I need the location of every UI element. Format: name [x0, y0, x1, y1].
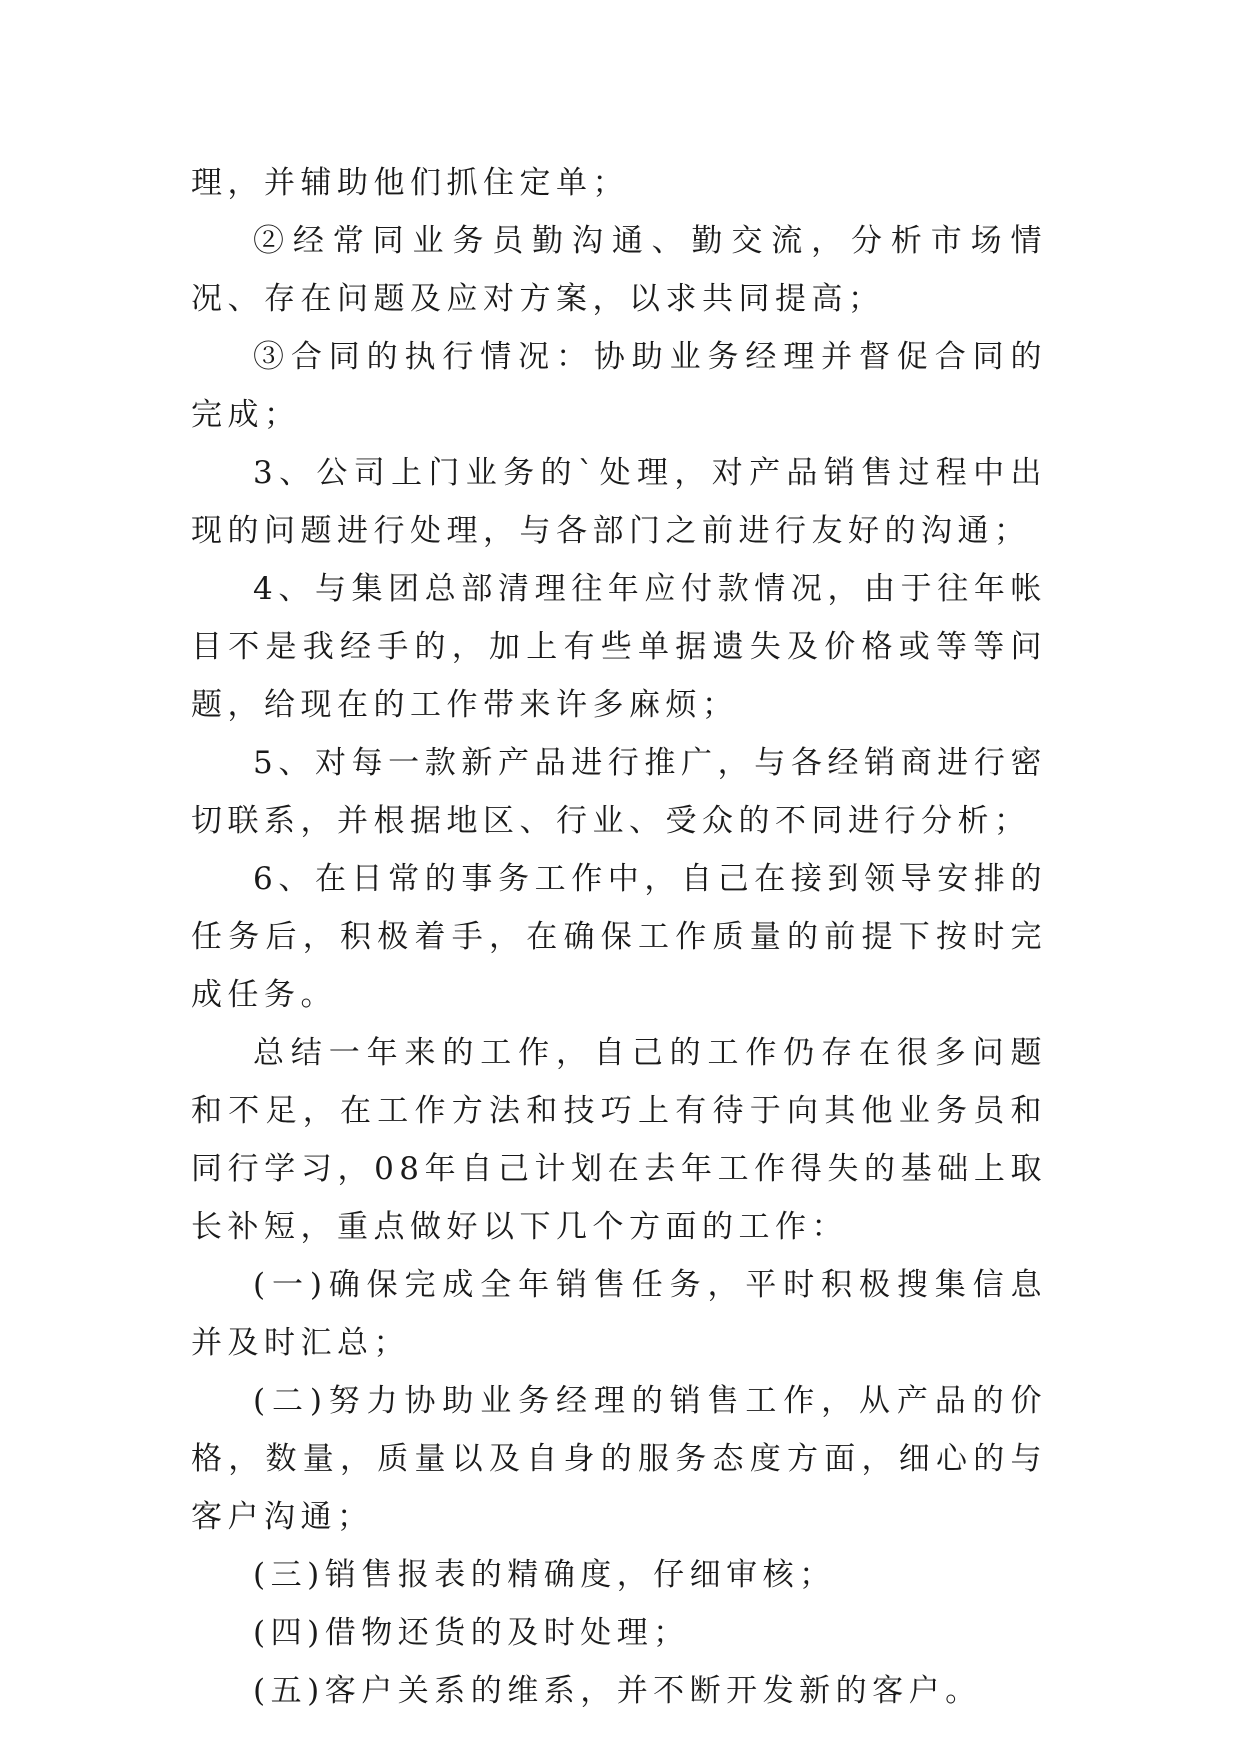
paragraph-point-3: 3、公司上门业务的`处理，对产品销售过程中出现的问题进行处理，与各部门之前进行友好的沟通； — [191, 455, 1047, 549]
paragraph-summary: 总结一年来的工作，自己的工作仍存在很多问题和不足，在工作方法和技巧上有待于向其他业务员和同行学习，08年自己计划在去年工作得失的基础上取长补短，重点做好以下几个方面的工作： — [191, 1035, 1047, 1245]
paragraph-point-5: 5、对每一款新产品进行推广，与各经销商进行密切联系，并根据地区、行业、受众的不同进行分析； — [191, 745, 1047, 839]
plan-item-2: (二)努力协助业务经理的销售工作，从产品的价格，数量，质量以及自身的服务态度方面，细心的与客户沟通； — [191, 1383, 1047, 1535]
paragraph-point-6: 6、在日常的事务工作中，自己在接到领导安排的任务后，积极着手，在确保工作质量的前提下按时完成任务。 — [191, 861, 1047, 1013]
plan-item-4: (四)借物还货的及时处理； — [253, 1615, 690, 1651]
plan-item-3: (三)销售报表的精确度，仔细审核； — [253, 1557, 836, 1593]
paragraph-continuation: 理，并辅助他们抓住定单； — [191, 165, 629, 201]
plan-item-1: (一)确保完成全年销售任务，平时积极搜集信息并及时汇总； — [191, 1267, 1047, 1361]
paragraph-item-2: ②经常同业务员勤沟通、勤交流，分析市场情况、存在问题及应对方案，以求共同提高； — [191, 223, 1047, 317]
document-body — [191, 154, 1047, 1720]
paragraph-point-4: 4、与集团总部清理往年应付款情况，由于往年帐目不是我经手的，加上有些单据遗失及价格或等等问题，给现在的工作带来许多麻烦； — [191, 571, 1047, 723]
paragraph-item-3: ③合同的执行情况：协助业务经理并督促合同的完成； — [191, 339, 1047, 433]
plan-item-5: (五)客户关系的维系，并不断开发新的客户。 — [253, 1673, 982, 1709]
